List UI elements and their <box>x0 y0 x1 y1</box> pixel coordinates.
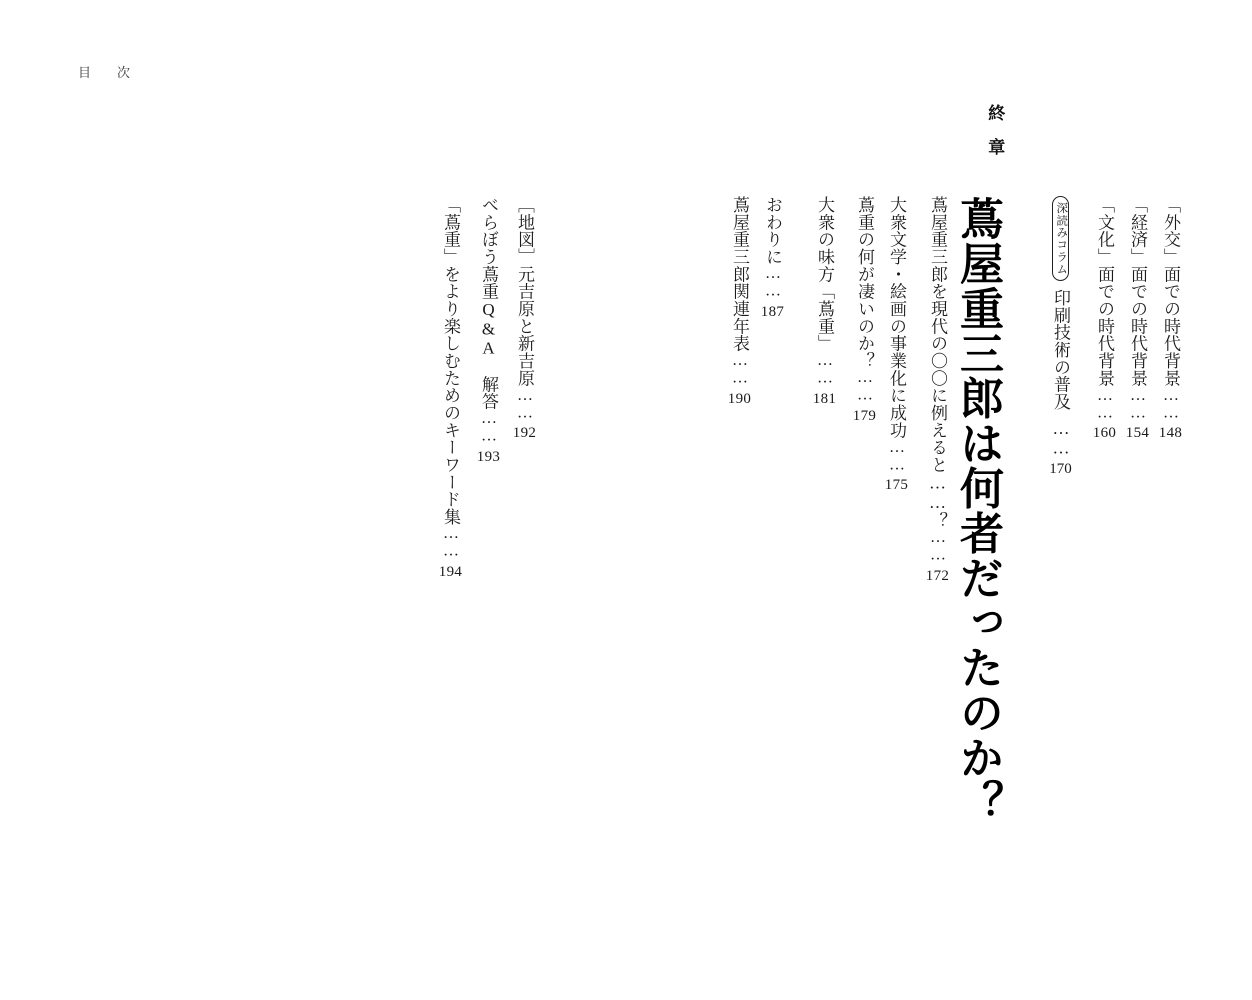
running-head <box>78 62 137 81</box>
toc-leader: …… <box>442 525 460 561</box>
toc-column-entry[interactable] <box>1048 196 1073 478</box>
toc-entry-label: 蔦重の何が凄いのか？ <box>855 196 874 370</box>
toc-page-number: 179 <box>852 408 877 425</box>
toc-entry-label: べらぼう蔦重Q&A 解答 <box>479 196 498 411</box>
toc-leader: …… <box>1162 386 1180 422</box>
toc-entry[interactable] <box>925 196 950 585</box>
toc-entry[interactable] <box>1125 196 1150 442</box>
toc-entry[interactable] <box>1158 196 1183 442</box>
toc-leader: …… <box>1096 386 1114 422</box>
toc-entry-label: 大衆の味方「蔦重」 <box>815 196 834 353</box>
toc-leader: …… <box>1129 386 1147 422</box>
toc-page-number: 148 <box>1158 425 1183 442</box>
chapter-title <box>953 196 1002 835</box>
toc-entry-label: ［地図］元吉原と新吉原 <box>515 196 534 387</box>
toc-page-number: 160 <box>1092 425 1117 442</box>
toc-leader: …… <box>731 352 749 387</box>
toc-entry[interactable] <box>884 196 909 494</box>
toc-page-number: 187 <box>760 304 785 321</box>
toc-page-number: 194 <box>438 564 463 581</box>
toc-leader: …… <box>856 369 874 405</box>
toc-entry[interactable] <box>476 196 501 466</box>
toc-entry-label: 印刷技術の普及 <box>1051 289 1070 411</box>
toc-page-number: 181 <box>812 390 837 407</box>
toc-leader: …… <box>888 438 906 474</box>
toc-entry[interactable] <box>760 196 785 321</box>
toc-entry[interactable] <box>438 196 463 581</box>
toc-entry-label: おわりに <box>763 196 782 266</box>
toc-entry[interactable] <box>812 196 837 408</box>
toc-page-number: 170 <box>1049 461 1072 478</box>
chapter-marker-label: 終 章 <box>985 104 1005 155</box>
toc-leader: …… <box>480 410 498 445</box>
toc-page-number: 175 <box>884 477 909 494</box>
chapter-marker <box>978 104 1010 160</box>
toc-entry[interactable] <box>512 196 537 442</box>
toc-entry[interactable] <box>1092 196 1117 442</box>
toc-entry[interactable] <box>727 196 752 408</box>
toc-entry-label: 大衆文学・絵画の事業化に成功 <box>887 196 906 439</box>
toc-page-number: 190 <box>727 390 752 407</box>
toc-entry-label: 「文化」面での時代背景 <box>1095 196 1114 387</box>
column-badge: 深読みコラム <box>1052 196 1070 281</box>
toc-entry-label: 蔦屋重三郎を現代の〇〇に例えると……？ <box>928 196 947 530</box>
toc-page-number: 154 <box>1125 425 1150 442</box>
toc-entry-label: 「外交」面での時代背景 <box>1161 196 1180 387</box>
toc-entry-label: 「経済」面での時代背景 <box>1128 196 1147 387</box>
toc-entry-label: 「蔦重」をより楽しむためのキーワード集 <box>441 196 460 526</box>
toc-leader: …… <box>816 352 834 387</box>
toc-leader: …… <box>929 529 947 565</box>
toc-leader: …… <box>764 265 782 301</box>
running-head-label: 目 次 <box>78 65 137 80</box>
chapter-title-label: 蔦屋重三郎は何者だったのか？ <box>953 196 1002 825</box>
toc-page-number: 172 <box>925 568 950 585</box>
toc-entry[interactable] <box>852 196 877 425</box>
toc-leader: …… <box>1051 418 1071 458</box>
toc-page-number: 193 <box>476 448 501 465</box>
toc-entry-label: 蔦屋重三郎関連年表 <box>730 196 749 353</box>
toc-page-number: 192 <box>512 425 537 442</box>
toc-leader: …… <box>516 386 534 422</box>
